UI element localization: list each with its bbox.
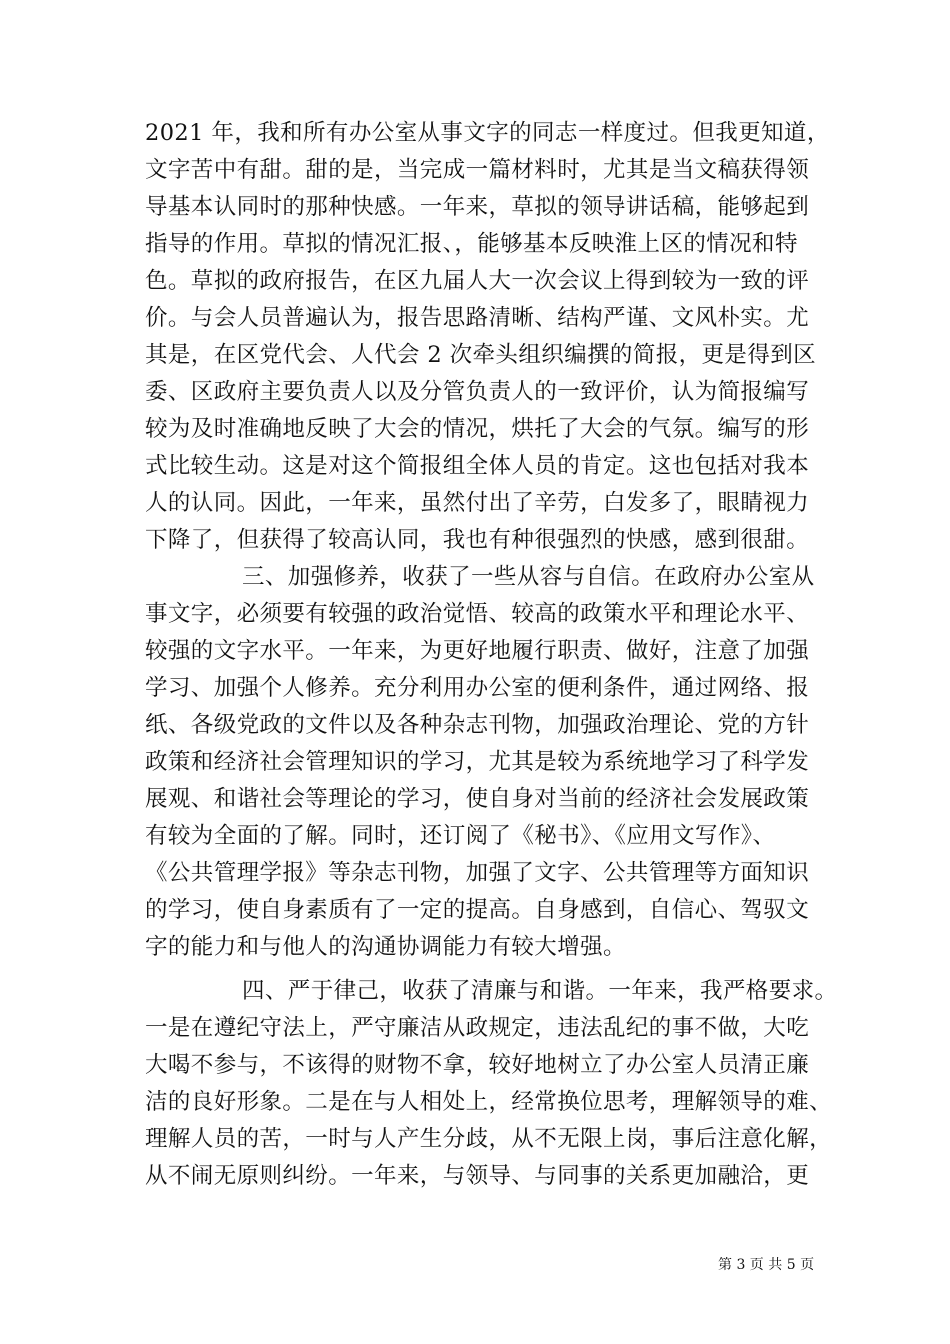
text-line: 大喝不参与，不该得的财物不拿，较好地树立了办公室人员清正廉 xyxy=(145,1052,810,1078)
text-line: 较为及时准确地反映了大会的情况，烘托了大会的气氛。编写的形 xyxy=(145,416,810,442)
text-line: 洁的良好形象。二是在与人相处上，经常换位思考，理解领导的难、 xyxy=(145,1089,833,1115)
text-line: 一是在遵纪守法上，严守廉洁从政规定，违法乱纪的事不做，大吃 xyxy=(145,1015,810,1041)
text-line: 从不闹无原则纠纷。一年来，与领导、与同事的关系更加融洽，更 xyxy=(145,1163,810,1189)
text-line: 人的认同。因此，一年来，虽然付出了辛劳，白发多了，眼睛视力 xyxy=(145,490,810,516)
text-line: 学习、加强个人修养。充分利用办公室的便利条件，通过网络、报 xyxy=(145,675,810,701)
text-line: 理解人员的苦，一时与人产生分歧，从不无限上岗，事后注意化解， xyxy=(145,1126,833,1152)
section-three-heading-line: 三、加强修养，收获了一些从容与自信。在政府办公室从 xyxy=(242,564,815,590)
text-line: 有较为全面的了解。同时，还订阅了《秘书》、《应用文写作》、 xyxy=(145,823,776,849)
text-line: 纸、各级党政的文件以及各种杂志刊物，加强政治理论、党的方针 xyxy=(145,712,810,738)
section-four-heading-line: 四、严于律己，收获了清廉与和谐。一年来，我严格要求。 xyxy=(242,978,838,1004)
text-line: 事文字，必须要有较强的政治觉悟、较高的政策水平和理论水平、 xyxy=(145,601,810,627)
text-line: 的学习，使自身素质有了一定的提高。自身感到，自信心、驾驭文 xyxy=(145,897,810,923)
text-line: 字的能力和与他人的沟通协调能力有较大增强。 xyxy=(145,934,626,960)
text-line: 2021 年，我和所有办公室从事文字的同志一样度过。但我更知道， xyxy=(145,120,830,146)
text-line: 展观、和谐社会等理论的学习，使自身对当前的经济社会发展政策 xyxy=(145,786,810,812)
text-line: 较强的文字水平。一年来，为更好地履行职责、做好，注意了加强 xyxy=(145,638,810,664)
text-line: 式比较生动。这是对这个简报组全体人员的肯定。这也包括对我本 xyxy=(145,453,810,479)
text-line: 其是，在区党代会、人代会 2 次牵头组织编撰的简报，更是得到区 xyxy=(145,342,817,368)
text-line: 政策和经济社会管理知识的学习，尤其是较为系统地学习了科学发 xyxy=(145,749,810,775)
text-line: 下降了，但获得了较高认同，我也有种很强烈的快感，感到很甜。 xyxy=(145,527,810,553)
text-line: 《公共管理学报》等杂志刊物，加强了文字、公共管理等方面知识 xyxy=(145,860,810,886)
text-line: 委、区政府主要负责人以及分管负责人的一致评价，认为简报编写 xyxy=(145,379,810,405)
text-line: 指导的作用。草拟的情况汇报、，能够基本反映淮上区的情况和特 xyxy=(145,231,798,257)
page-number-footer: 第 3 页 共 5 页 xyxy=(718,1257,815,1273)
text-line: 导基本认同时的那种快感。一年来，草拟的领导讲话稿，能够起到 xyxy=(145,194,810,220)
text-line: 色。草拟的政府报告，在区九届人大一次会议上得到较为一致的评 xyxy=(145,268,810,294)
text-line: 价。与会人员普遍认为，报告思路清晰、结构严谨、文风朴实。尤 xyxy=(145,305,810,331)
text-line: 文字苦中有甜。甜的是，当完成一篇材料时，尤其是当文稿获得领 xyxy=(145,157,810,183)
